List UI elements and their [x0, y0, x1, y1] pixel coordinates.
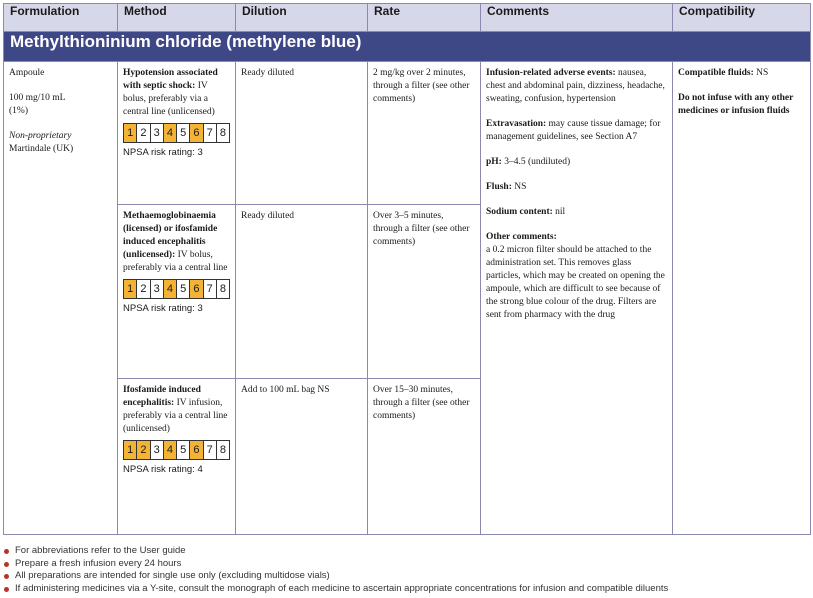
dilution-cell-1: Ready diluted: [236, 62, 368, 205]
footnote: All preparations are intended for single use only (excluding multidose vials): [3, 570, 668, 583]
risk-box: 6: [189, 123, 203, 143]
risk-box: 8: [216, 440, 230, 460]
risk-box: 3: [150, 279, 164, 299]
formulation-type: Ampoule: [9, 68, 45, 78]
header-comments: Comments: [481, 4, 673, 32]
extravasation-label: Extravasation:: [486, 119, 547, 129]
adverse-text: nausea, chest and abdominal pain, dizziness, headache, sweating, confusion, hypertension: [486, 68, 665, 104]
comments-cell: [481, 62, 673, 535]
method-cell-1: [118, 62, 236, 205]
formulation-cell: [4, 62, 118, 535]
formulation-strength: 100 mg/10 mL: [9, 93, 66, 103]
risk-box: 1: [123, 123, 137, 143]
header-row: [4, 4, 811, 32]
footnote: Prepare a fresh infusion every 24 hours: [3, 558, 668, 571]
risk-box: 7: [203, 123, 217, 143]
header-method: Method: [118, 4, 236, 32]
risk-box: 5: [176, 123, 190, 143]
method-indication: Hypotension associated with septic shock:: [123, 68, 218, 91]
risk-box: 2: [136, 440, 150, 460]
rate-cell-1: 2 mg/kg over 2 minutes, through a filter (see other comments): [368, 62, 481, 205]
infusion-warning: Do not infuse with any other medicines or infusion fluids: [678, 93, 794, 116]
other-comments-text: a 0.2 micron filter should be attached to the administration set. This removes glass particles, which may be created on opening the ampoule, which are difficult to see because of the strong blue colour of the drug. Filters are sent from pharmacy with the drug: [486, 245, 665, 320]
header-dilution: Dilution: [236, 4, 368, 32]
risk-rating: NPSA risk rating: 3: [123, 303, 203, 314]
method-route: IV infusion, preferably via a central line (unlicensed): [123, 398, 228, 434]
monograph-table: [3, 3, 811, 535]
method-cell-3: [118, 379, 236, 535]
risk-box: 5: [176, 279, 190, 299]
method-indication: Methaemoglobinaemia (licensed) or ifosfamide induced encephalitis (unlicensed):: [123, 211, 218, 260]
risk-rating: NPSA risk rating: 4: [123, 464, 203, 475]
footnotes: [3, 545, 668, 595]
method-route: IV bolus, preferably via a central line (unlicensed): [123, 81, 215, 117]
compatible-fluids-label: Compatible fluids:: [678, 68, 754, 78]
risk-box: 3: [150, 123, 164, 143]
formulation-manufacturer: Martindale (UK): [9, 144, 74, 154]
flush-text: NS: [511, 182, 527, 192]
ph-label: pH:: [486, 157, 502, 167]
header-formulation: Formulation: [4, 4, 118, 32]
risk-box: 3: [150, 440, 164, 460]
adverse-label: Infusion-related adverse events:: [486, 68, 616, 78]
risk-box: 4: [163, 440, 177, 460]
risk-box: 4: [163, 279, 177, 299]
compatibility-cell: [673, 62, 811, 535]
risk-box: 8: [216, 279, 230, 299]
rate-cell-2: Over 3–5 minutes, through a filter (see other comments): [368, 205, 481, 379]
dilution-cell-2: Ready diluted: [236, 205, 368, 379]
risk-box: 6: [189, 279, 203, 299]
risk-box: 1: [123, 279, 137, 299]
risk-scale: [123, 123, 230, 143]
dilution-cell-3: Add to 100 mL bag NS: [236, 379, 368, 535]
extravasation-text: may cause tissue damage; for management guidelines, see Section A7: [486, 119, 661, 142]
risk-scale: [123, 440, 230, 460]
risk-box: 6: [189, 440, 203, 460]
risk-box: 8: [216, 123, 230, 143]
rate-cell-3: Over 15–30 minutes, through a filter (see other comments): [368, 379, 481, 535]
risk-box: 2: [136, 123, 150, 143]
drug-title: Methylthioninium chloride (methylene blue): [4, 32, 811, 62]
risk-box: 2: [136, 279, 150, 299]
formulation-proprietary: Non-proprietary: [9, 131, 72, 141]
risk-box: 5: [176, 440, 190, 460]
header-rate: Rate: [368, 4, 481, 32]
footnote: For abbreviations refer to the User guide: [3, 545, 668, 558]
header-compatibility: Compatibility: [673, 4, 811, 32]
footnote: If administering medicines via a Y-site, consult the monograph of each medicine to ascertain appropriate concentrations for infusion and compatible diluents: [3, 583, 668, 596]
risk-scale: [123, 279, 230, 299]
risk-rating: NPSA risk rating: 3: [123, 147, 203, 158]
other-comments-label: Other comments:: [486, 232, 557, 242]
method-row-1: [4, 62, 811, 205]
risk-box: 7: [203, 440, 217, 460]
compatible-fluids-text: NS: [753, 68, 769, 78]
sodium-label: Sodium content:: [486, 207, 553, 217]
method-indication: Ifosfamide induced encephalitis:: [123, 385, 201, 408]
method-cell-2: [118, 205, 236, 379]
method-route: IV bolus, preferably via a central line: [123, 250, 228, 273]
ph-text: 3–4.5 (undiluted): [501, 157, 571, 167]
risk-box: 1: [123, 440, 137, 460]
risk-box: 4: [163, 123, 177, 143]
sodium-text: nil: [552, 207, 566, 217]
flush-label: Flush:: [486, 182, 512, 192]
formulation-percent: (1%): [9, 106, 28, 116]
risk-box: 7: [203, 279, 217, 299]
